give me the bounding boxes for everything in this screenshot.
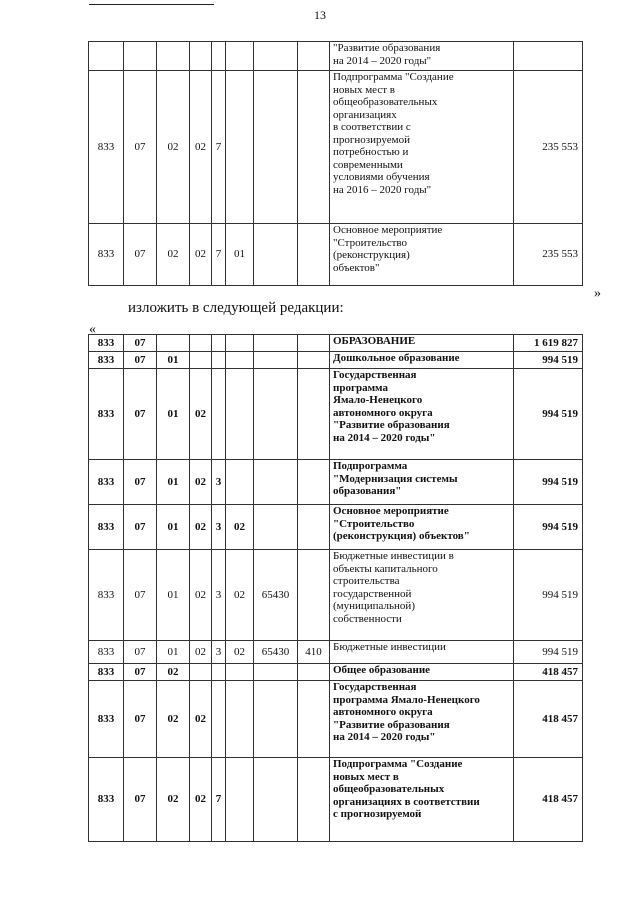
code-cell: 02 [157, 758, 190, 842]
table-row [89, 664, 583, 681]
code-cell [226, 664, 254, 681]
code-cell: 02 [190, 505, 212, 550]
table-row [89, 71, 583, 224]
code-cell: 02 [157, 224, 190, 286]
code-cell [254, 71, 298, 224]
code-cell [226, 335, 254, 352]
table-row [89, 641, 583, 664]
table-row [89, 369, 583, 460]
code-cell: 07 [124, 335, 157, 352]
code-cell: 3 [212, 505, 226, 550]
code-cell [226, 369, 254, 460]
code-cell [298, 505, 330, 550]
code-cell: 07 [124, 641, 157, 664]
code-cell: 07 [124, 460, 157, 505]
code-cell [254, 352, 298, 369]
code-cell [254, 335, 298, 352]
amount-cell: 994 519 [514, 352, 583, 369]
code-cell: 833 [89, 369, 124, 460]
item-name-cell: Подпрограмма "Создание новых мест в общеобразовательных организациях в соответствии с прогнозируемой потребностью и современными условиями обучения на 2016 – 2020 годы" [330, 71, 514, 224]
code-cell [157, 42, 190, 71]
code-cell: 07 [124, 352, 157, 369]
amount-cell: 994 519 [514, 550, 583, 641]
code-cell: 02 [190, 681, 212, 758]
code-cell [298, 758, 330, 842]
code-cell [226, 460, 254, 505]
code-cell: 02 [190, 460, 212, 505]
code-cell [298, 352, 330, 369]
code-cell [190, 352, 212, 369]
code-cell [298, 664, 330, 681]
code-cell: 02 [190, 641, 212, 664]
code-cell: 3 [212, 460, 226, 505]
code-cell: 07 [124, 681, 157, 758]
code-cell [226, 681, 254, 758]
code-cell: 07 [124, 664, 157, 681]
code-cell [298, 369, 330, 460]
code-cell: 02 [190, 71, 212, 224]
header-rule [89, 4, 214, 5]
code-cell [157, 335, 190, 352]
code-cell: 833 [89, 352, 124, 369]
item-name-cell: Общее образование [330, 664, 514, 681]
code-cell: 01 [157, 369, 190, 460]
code-cell: 01 [157, 641, 190, 664]
amount-cell: 994 519 [514, 641, 583, 664]
code-cell [254, 664, 298, 681]
table-row [89, 550, 583, 641]
code-cell: 65430 [254, 550, 298, 641]
code-cell: 833 [89, 641, 124, 664]
code-cell [298, 42, 330, 71]
opening-quote: « [89, 322, 96, 337]
code-cell: 02 [157, 681, 190, 758]
code-cell: 833 [89, 550, 124, 641]
code-cell: 01 [226, 224, 254, 286]
code-cell: 833 [89, 335, 124, 352]
code-cell: 7 [212, 71, 226, 224]
code-cell [254, 369, 298, 460]
code-cell: 02 [226, 550, 254, 641]
code-cell: 07 [124, 224, 157, 286]
code-cell: 01 [157, 505, 190, 550]
code-cell: 7 [212, 758, 226, 842]
code-cell [212, 335, 226, 352]
code-cell [212, 681, 226, 758]
item-name-cell: Государственная программа Ямало-Ненецкого автономного округа "Развитие образования на 2014 – 2020 годы" [330, 369, 514, 460]
code-cell [226, 71, 254, 224]
code-cell: 02 [190, 369, 212, 460]
code-cell: 07 [124, 758, 157, 842]
code-cell [254, 758, 298, 842]
code-cell: 01 [157, 460, 190, 505]
closing-quote: » [594, 286, 601, 301]
code-cell: 833 [89, 224, 124, 286]
table-row [89, 758, 583, 842]
code-cell: 3 [212, 641, 226, 664]
item-name-cell: Дошкольное образование [330, 352, 514, 369]
code-cell [212, 352, 226, 369]
code-cell [190, 335, 212, 352]
amount-cell [514, 42, 583, 71]
code-cell [89, 42, 124, 71]
code-cell [226, 758, 254, 842]
code-cell [298, 550, 330, 641]
table-row [89, 335, 583, 352]
code-cell [298, 460, 330, 505]
code-cell: 02 [190, 224, 212, 286]
item-name-cell: "Развитие образования на 2014 – 2020 годы" [330, 42, 514, 71]
code-cell: 07 [124, 71, 157, 224]
code-cell: 833 [89, 71, 124, 224]
item-name-cell: Бюджетные инвестиции [330, 641, 514, 664]
code-cell: 833 [89, 460, 124, 505]
code-cell: 07 [124, 505, 157, 550]
item-name-cell: Подпрограмма "Создание новых мест в общеобразовательных организациях в соответствии с прогнозируемой [330, 758, 514, 842]
amount-cell: 994 519 [514, 369, 583, 460]
amount-cell: 235 553 [514, 224, 583, 286]
code-cell [212, 42, 226, 71]
amount-cell: 994 519 [514, 460, 583, 505]
amount-cell: 1 619 827 [514, 335, 583, 352]
amount-cell: 994 519 [514, 505, 583, 550]
code-cell: 02 [157, 664, 190, 681]
code-cell [254, 681, 298, 758]
table-row [89, 224, 583, 286]
code-cell [124, 42, 157, 71]
code-cell [254, 460, 298, 505]
amount-cell: 235 553 [514, 71, 583, 224]
item-name-cell: Основное мероприятие "Строительство (реконструкция) объектов" [330, 505, 514, 550]
code-cell: 833 [89, 505, 124, 550]
code-cell [190, 42, 212, 71]
code-cell [226, 42, 254, 71]
item-name-cell: Основное мероприятие "Строительство (реконструкция) объектов" [330, 224, 514, 286]
code-cell: 833 [89, 664, 124, 681]
code-cell: 07 [124, 550, 157, 641]
code-cell: 3 [212, 550, 226, 641]
amount-cell: 418 457 [514, 681, 583, 758]
code-cell: 02 [226, 641, 254, 664]
code-cell: 833 [89, 681, 124, 758]
table-row [89, 505, 583, 550]
table-row [89, 681, 583, 758]
code-cell [298, 71, 330, 224]
code-cell: 01 [157, 550, 190, 641]
code-cell: 7 [212, 224, 226, 286]
item-name-cell: Подпрограмма "Модернизация системы образования" [330, 460, 514, 505]
code-cell: 07 [124, 369, 157, 460]
budget-table-after [88, 334, 583, 842]
code-cell: 410 [298, 641, 330, 664]
code-cell: 02 [157, 71, 190, 224]
code-cell [226, 352, 254, 369]
code-cell [254, 224, 298, 286]
table-row [89, 460, 583, 505]
table-row [89, 352, 583, 369]
code-cell [298, 224, 330, 286]
intro-text: изложить в следующей редакции: [128, 300, 344, 316]
code-cell: 02 [226, 505, 254, 550]
code-cell [254, 505, 298, 550]
code-cell: 02 [190, 758, 212, 842]
code-cell: 02 [190, 550, 212, 641]
budget-table-before [88, 41, 583, 286]
code-cell [254, 42, 298, 71]
page-number: 13 [314, 8, 326, 22]
code-cell [298, 681, 330, 758]
code-cell: 833 [89, 758, 124, 842]
item-name-cell: Бюджетные инвестиции в объекты капитального строительства государственной (муниципальной) собственности [330, 550, 514, 641]
table-row [89, 42, 583, 71]
code-cell [212, 369, 226, 460]
item-name-cell: Государственная программа Ямало-Ненецкого автономного округа "Развитие образования на 2014 – 2020 годы" [330, 681, 514, 758]
code-cell [190, 664, 212, 681]
code-cell [212, 664, 226, 681]
amount-cell: 418 457 [514, 664, 583, 681]
amount-cell: 418 457 [514, 758, 583, 842]
code-cell: 01 [157, 352, 190, 369]
item-name-cell: ОБРАЗОВАНИЕ [330, 335, 514, 352]
code-cell [298, 335, 330, 352]
code-cell: 65430 [254, 641, 298, 664]
